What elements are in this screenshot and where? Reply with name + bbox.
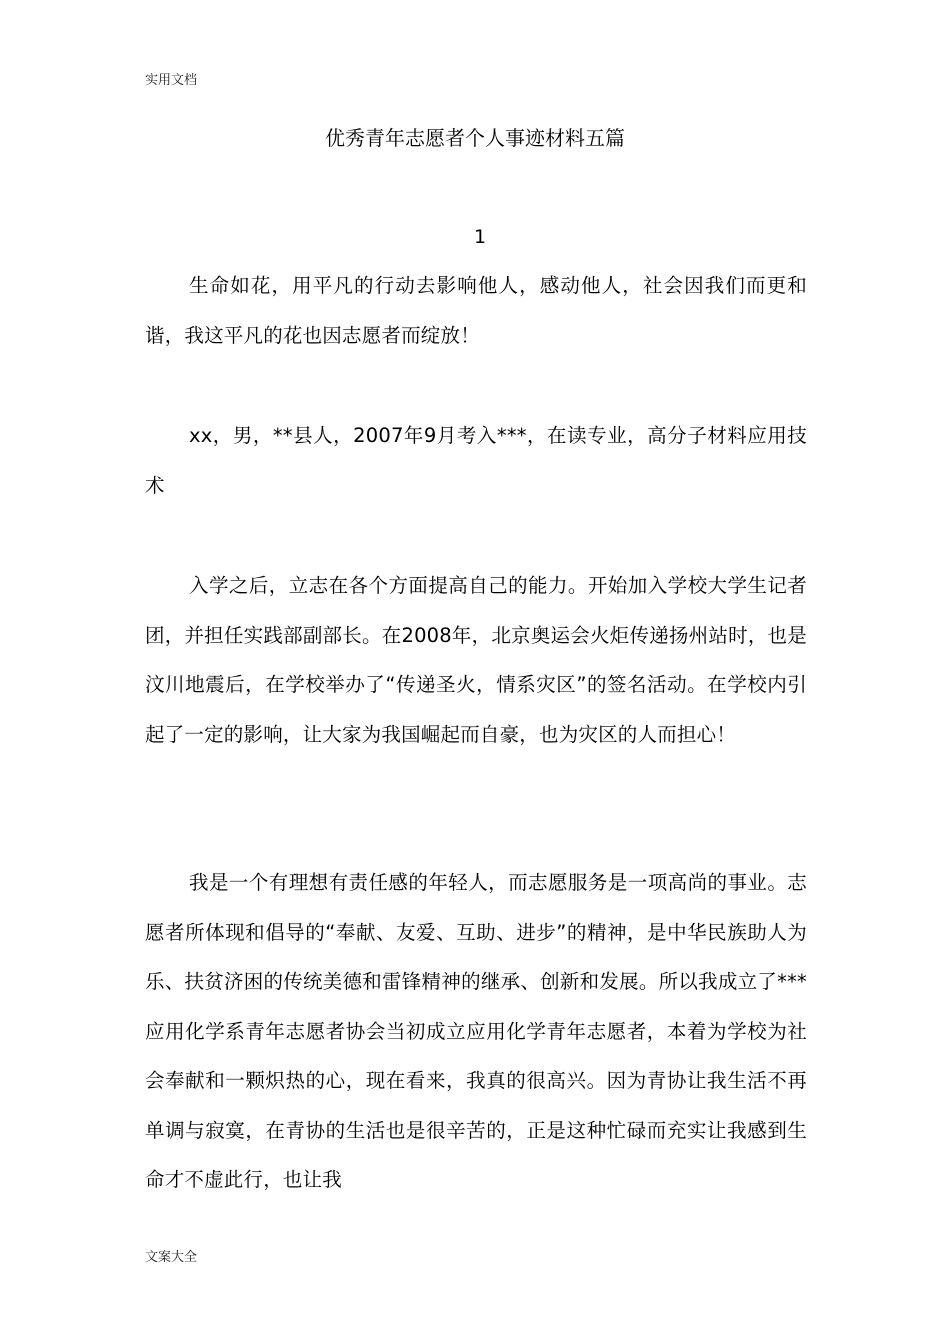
paragraph-volunteer-spirit: 我是一个有理想有责任感的年轻人，而志愿服务是一项高尚的事业。志愿者所体现和倡导的“奉献、友爱、互助、进步”的精神，是中华民族助人为乐、扶贫济困的传统美德和雷锋精神的继承、创新和发展。所以我成立了***应用化学系青年志愿者协会当初成立应用化学青年志愿者，本着为学校为社会奉献和一颗炽热的心，现在看来，我真的很高兴。因为青协让我生活不再单调与寂寞，在青协的生活也是很辛苦的，正是这种忙碌而充实让我感到生命才不虚此行，也让我 (145, 871, 807, 1191)
paragraph-intro: 生命如花，用平凡的行动去影响他人，感动他人，社会因我们而更和谐，我这平凡的花也因志愿者而绽放！ (145, 274, 807, 347)
paragraph-activities: 入学之后，立志在各个方面提高自己的能力。开始加入学校大学生记者团，并担任实践部副部长。在2008年，北京奥运会火炬传递扬州站时，也是汶川地震后，在学校举办了“传递圣火，情系灾区”的签名活动。在学校内引起了一定的影响，让大家为我国崛起而自豪，也为灾区的人而担心！ (145, 574, 807, 746)
section-number: 1 (473, 226, 487, 248)
document-title: 优秀青年志愿者个人事迹材料五篇 (325, 126, 625, 150)
page-footer-label: 文案大全 (145, 1250, 198, 1265)
paragraph-profile: xx，男，**县人，2007年9月考入***，在读专业，高分子材料应用技术 (145, 424, 807, 497)
page-header-label: 实用文档 (145, 73, 198, 88)
